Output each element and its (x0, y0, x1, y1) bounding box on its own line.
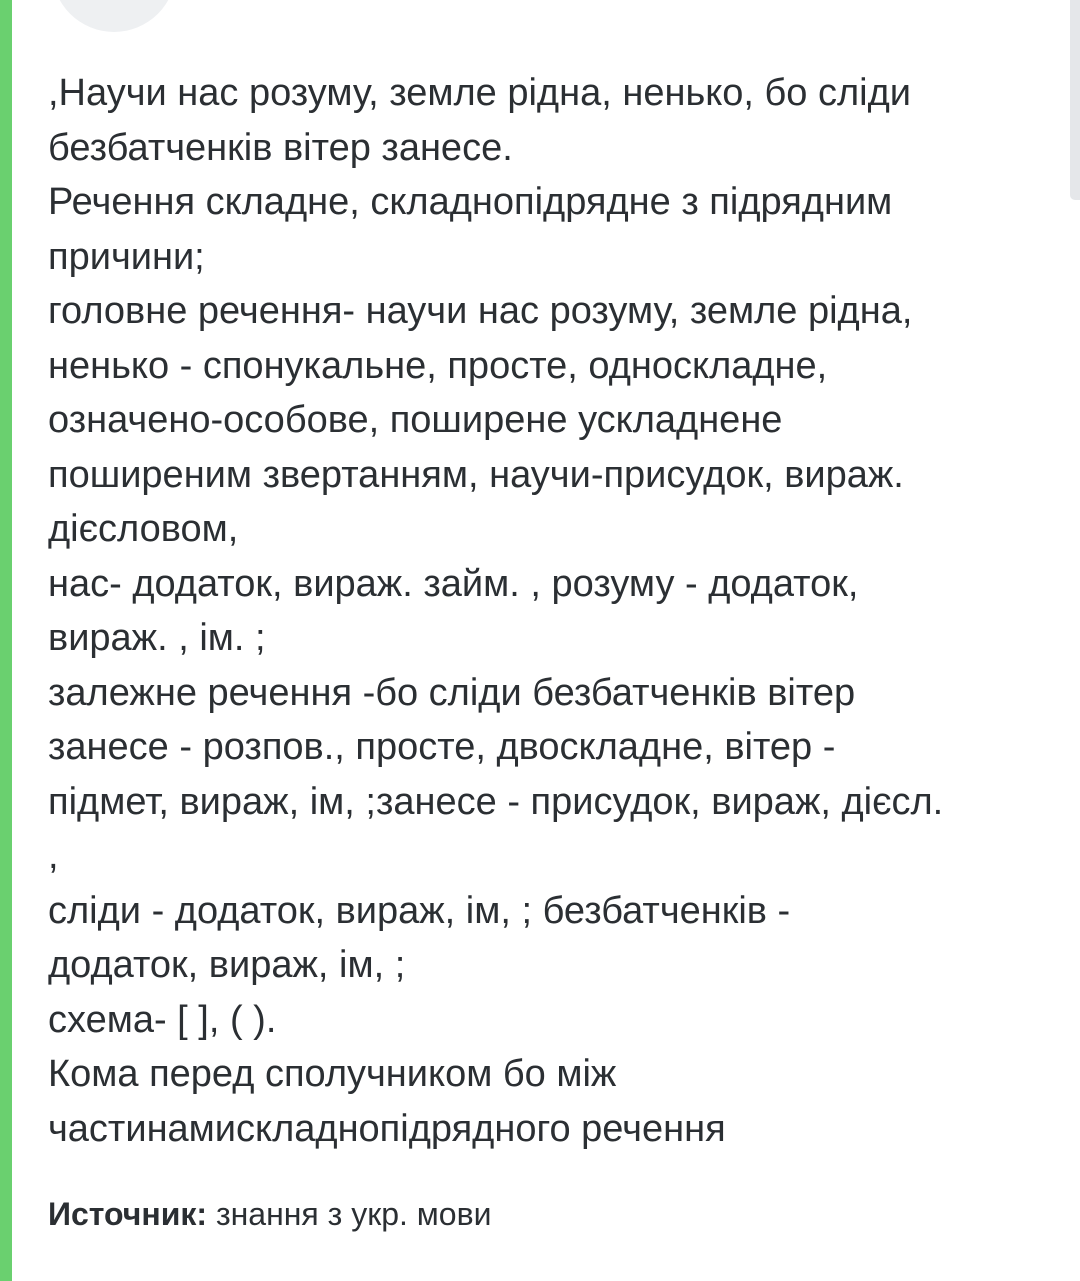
answer-line: сліди - додаток, вираж, ім, ; безбатченків - (48, 889, 791, 932)
answer-line: залежне речення -бо сліди безбатченків вітер (48, 671, 856, 714)
answer-line: безбатченків вітер занесе. (48, 126, 513, 169)
answer-source (48, 1196, 491, 1232)
answer-line: , (48, 835, 59, 877)
answer-line: нас- додаток, вираж. займ. , розуму - додаток, (48, 562, 859, 605)
answer-line: Кома перед сполучником бо між (48, 1053, 617, 1095)
answer-line: означено-особове, поширене ускладнене (48, 399, 783, 441)
avatar[interactable] (52, 0, 176, 32)
scrollbar[interactable] (1070, 0, 1080, 200)
answer-line: вираж. , ім. ; (48, 617, 266, 659)
answer-line: ненько - спонукальне, просте, односкладне, (48, 344, 828, 387)
answer-line: підмет, вираж, ім, ;занесе - присудок, вираж, дієсл. (48, 780, 944, 823)
answer-accent-bar (0, 0, 12, 1281)
answer-line: ,Научи нас розуму, земле рідна, ненько, бо сліди (48, 72, 912, 114)
answer-text (48, 66, 1048, 1156)
answer-line: схема- [ ], ( ). (48, 998, 277, 1041)
answer-line: Речення складне, складнопідрядне з підрядним (48, 181, 893, 223)
answer-line: додаток, вираж, ім, ; (48, 944, 406, 986)
answer-line: частинамискладнопідрядного речення (48, 1107, 726, 1150)
source-value: знання з укр. мови (215, 1196, 492, 1232)
answer-line: поширеним звертанням, научи-присудок, вираж. (48, 453, 904, 496)
answer-line: дієсловом, (48, 508, 239, 550)
source-label: Источник: (48, 1196, 208, 1232)
answer-line: причини; (48, 235, 205, 278)
answer-line: занесе - розпов., просте, двоскладне, вітер - (48, 726, 836, 768)
answer-line: головне речення- научи нас розуму, земле рідна, (48, 290, 913, 332)
